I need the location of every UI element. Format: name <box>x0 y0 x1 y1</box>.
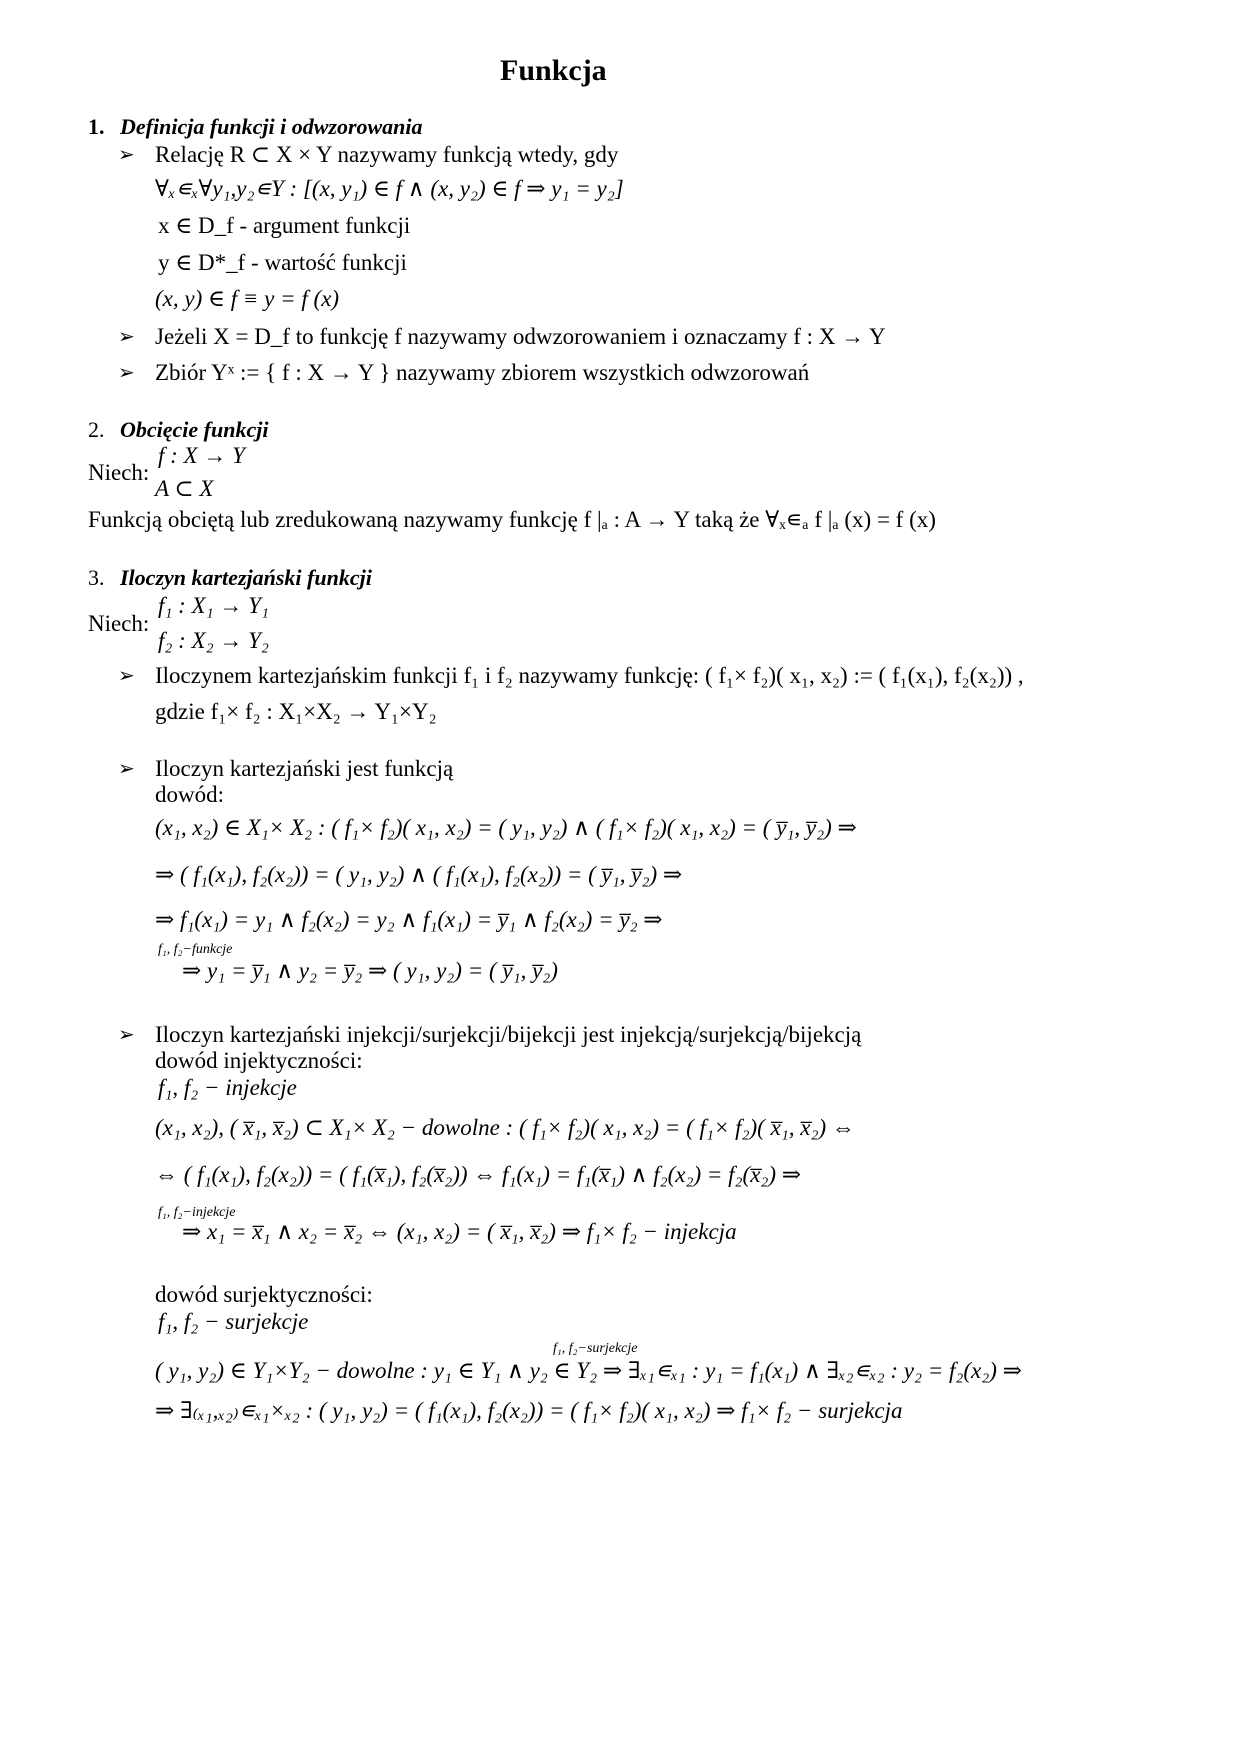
s3-bullet-1-line-2: gdzie f₁× f₂ : X₁×X₂ → Y₁×Y₂ <box>155 699 437 724</box>
section-3-number: 3. <box>88 565 105 590</box>
s1-bullet-1-text: Relację R ⊂ X × Y nazywamy funkcją wtedy, gdy <box>155 142 619 167</box>
s1-bullet-2-text: Jeżeli X = D_f to funkcję f nazywamy odwzorowaniem i oznaczamy f : X → Y <box>155 324 886 349</box>
s3-proof-line-4: ⇒ y₁ = y̅₁ ∧ y₂ = y̅₂ ⇒ ( y₁, y₂) = ( y̅₁, y̅₂) <box>182 958 558 983</box>
s3-injekcje-line-3: ⇔ ( f₁(x₁), f₂(x₂)) = ( f₁(x̅₁), f₂(x̅₂)) ⇔ f₁(x₁) = f₁(x̅₁) ∧ f₂(x₂) = f₂(x̅₂) ⇒ <box>155 1162 802 1187</box>
s1-argument: x ∈ D_f - argument funkcji <box>158 213 411 238</box>
s2-line-2: A ⊂ X <box>155 476 214 501</box>
bullet-arrow-icon: ➢ <box>118 758 135 780</box>
s3-bullet-1-line-1: Iloczynem kartezjańskim funkcji f₁ i f₂ nazywamy funkcję: ( f₁× f₂)( x₁, x₂) := ( f₁(x₁), f₂(x₂)) , <box>155 663 1024 688</box>
s3-surjekcje-line-3: ⇒ ∃₍ₓ₁,ₓ₂₎∊ₓ₁×ₓ₂ : ( y₁, y₂) = ( f₁(x₁), f₂(x₂)) = ( f₁× f₂)( x₁, x₂) ⇒ f₁× f₂ − surjekcja <box>155 1398 903 1423</box>
s3-injekcje-line-1: f₁, f₂ − injekcje <box>158 1075 297 1100</box>
bullet-arrow-icon: ➢ <box>118 665 135 687</box>
s3-proof-line-2: ⇒ ( f₁(x₁), f₂(x₂)) = ( y₁, y₂) ∧ ( f₁(x₁), f₂(x₂)) = ( y̅₁, y̅₂) ⇒ <box>155 862 683 887</box>
bullet-arrow-icon: ➢ <box>118 362 135 384</box>
s3-injekcje-line-4-label: f₁, f₂−injekcje <box>158 1205 236 1220</box>
s3-bullet-3-line-1: Iloczyn kartezjański injekcji/surjekcji/bijekcji jest injekcją/surjekcją/bijekcją <box>155 1022 862 1047</box>
section-2-number: 2. <box>88 417 105 442</box>
s3-injekcje-line-4: ⇒ x₁ = x̅₁ ∧ x₂ = x̅₂ ⇔ (x₁, x₂) = ( x̅₁, x̅₂) ⇒ f₁× f₂ − injekcja <box>182 1219 737 1244</box>
bullet-arrow-icon: ➢ <box>118 1024 135 1046</box>
section-3-title: Iloczyn kartezjański funkcji <box>120 565 372 590</box>
s1-value: y ∈ D*_f - wartość funkcji <box>158 250 407 275</box>
s3-injekcje-line-2: (x₁, x₂), ( x̅₁, x̅₂) ⊂ X₁× X₂ − dowolne : ( f₁× f₂)( x₁, x₂) = ( f₁× f₂)( x̅₁, x̅₂) ⇔ <box>155 1115 855 1140</box>
section-3-heading <box>88 563 372 593</box>
s3-line-1: f₁ : X₁ → Y₁ <box>158 593 269 618</box>
s3-surjekcje-heading: dowód surjektyczności: <box>155 1282 373 1307</box>
s3-bullet-2-line-2: dowód: <box>155 782 224 807</box>
section-1-heading <box>88 112 423 142</box>
s3-bullet-2-line-1: Iloczyn kartezjański jest funkcją <box>155 756 454 781</box>
s3-proof-line-3: ⇒ f₁(x₁) = y₁ ∧ f₂(x₂) = y₂ ∧ f₁(x₁) = y̅₁ ∧ f₂(x₂) = y̅₂ ⇒ <box>155 907 663 932</box>
s3-surjekcje-line-2: ( y₁, y₂) ∈ Y₁×Y₂ − dowolne : y₁ ∈ Y₁ ∧ y₂ ∈ Y₂ ⇒ ∃ₓ₁∊ₓ₁ : y₁ = f₁(x₁) ∧ ∃ₓ₂∊ₓ₂ : y₂ = f₂(x₂) ⇒ <box>155 1358 1022 1383</box>
s1-equivalence: (x, y) ∈ f ≡ y = f (x) <box>155 286 340 311</box>
s3-surjekcje-line-2-label: f₁, f₂−surjekcje <box>553 1341 638 1356</box>
s1-bullet-3-text: Zbiór Yˣ := { f : X → Y } nazywamy zbiorem wszystkich odwzorowań <box>155 360 810 385</box>
section-1-number: 1. <box>88 114 105 139</box>
s3-proof-line-1: (x₁, x₂) ∈ X₁× X₂ : ( f₁× f₂)( x₁, x₂) = ( y₁, y₂) ∧ ( f₁× f₂)( x₁, x₂) = ( y̅₁, y̅₂) ⇒ <box>155 815 857 840</box>
s3-bullet-3-line-2: dowód injektyczności: <box>155 1048 363 1073</box>
s3-surjekcje-line-1: f₁, f₂ − surjekcje <box>158 1309 309 1334</box>
s2-niech: Niech: <box>88 460 150 485</box>
page-title: Funkcja <box>500 54 607 87</box>
s3-line-2: f₂ : X₂ → Y₂ <box>158 628 269 653</box>
section-2-title: Obcięcie funkcji <box>120 417 269 442</box>
s1-formula: ∀ₓ∊ₓ∀y₁,y₂∊Y : [(x, y₁) ∈ f ∧ (x, y₂) ∈ f ⇒ y₁ = y₂] <box>155 176 624 201</box>
s3-proof-line-4-label: f₁, f₂−funkcje <box>158 942 233 957</box>
s2-line-1: f : X → Y <box>158 443 245 468</box>
bullet-arrow-icon: ➢ <box>118 326 135 348</box>
bullet-arrow-icon: ➢ <box>118 144 135 166</box>
s2-definition: Funkcją obciętą lub zredukowaną nazywamy funkcję f |ₐ : A → Y taką że ∀ₓ∊ₐ f |ₐ (x) = f (x) <box>88 507 936 532</box>
section-1-title: Definicja funkcji i odwzorowania <box>120 114 423 139</box>
s3-niech: Niech: <box>88 611 150 636</box>
